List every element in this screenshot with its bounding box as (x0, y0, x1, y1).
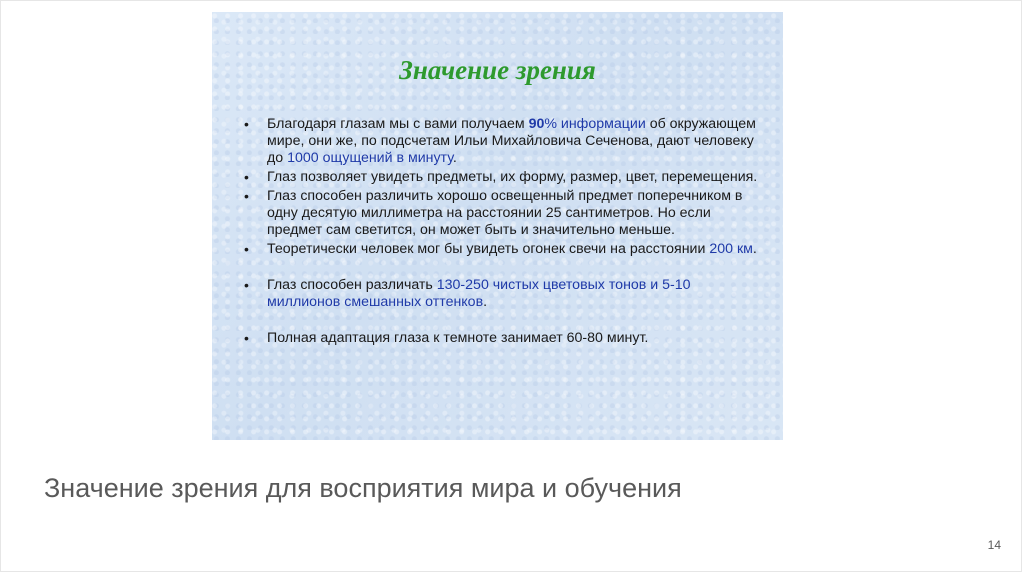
bullet-dot-icon: • (244, 330, 249, 346)
page-caption: Значение зрения для восприятия мира и обучения (44, 473, 682, 503)
bullet-item (240, 188, 760, 239)
bullet-text: Глаз способен различить хорошо освещенный предмет поперечником в одну десятую миллиметра на расстоянии 25 сантиметров. Но если предмет сам светится, он может быть и значительно меньше. (267, 188, 743, 238)
bullet-item (240, 116, 760, 167)
bullet-text: . (752, 241, 757, 257)
bullet-item (240, 169, 760, 186)
bullet-list (240, 116, 760, 349)
bullet-text: Глаз позволяет увидеть предметы, их форму, размер, цвет, перемещения. (267, 169, 758, 185)
slide-image (212, 12, 783, 440)
page-number: 14 (987, 538, 1001, 552)
bullet-text: об окружающем мире, они же, по подсчетам Ильи Михайловича Сеченова, дают человеку до (267, 116, 756, 166)
bullet-dot-icon: • (244, 277, 249, 293)
bullet-text: Полная адаптация глаза к темноте занимает 60-80 минут. (267, 330, 649, 346)
bullet-dot-icon: • (244, 116, 249, 132)
bullet-highlight-text: 90 (528, 116, 545, 132)
bullet-text: Благодаря глазам мы с вами получаем (267, 116, 529, 132)
bullet-dot-icon: • (244, 188, 249, 204)
bullet-dot-icon: • (244, 169, 249, 185)
bullet-text: Теоретически человек мог бы увидеть огонек свечи на расстоянии (267, 241, 710, 257)
bullet-item (240, 330, 760, 347)
bullet-item (240, 277, 760, 311)
bullet-dot-icon: • (244, 241, 249, 257)
bullet-highlight-text: 130-250 чистых цветовых тонов и 5-10 миллионов смешанных оттенков (267, 277, 691, 310)
bullet-item (240, 241, 760, 258)
bullet-highlight-text: 1000 ощущений в минуту (287, 150, 453, 166)
bullet-highlight-text: % информации (544, 116, 646, 132)
bullet-highlight-text: 200 км (709, 241, 753, 257)
slide-title: Значение зрения (399, 55, 596, 85)
bullet-text: Глаз способен различать (267, 277, 437, 293)
bullet-text: . (483, 294, 488, 310)
bullet-text: . (452, 150, 457, 166)
